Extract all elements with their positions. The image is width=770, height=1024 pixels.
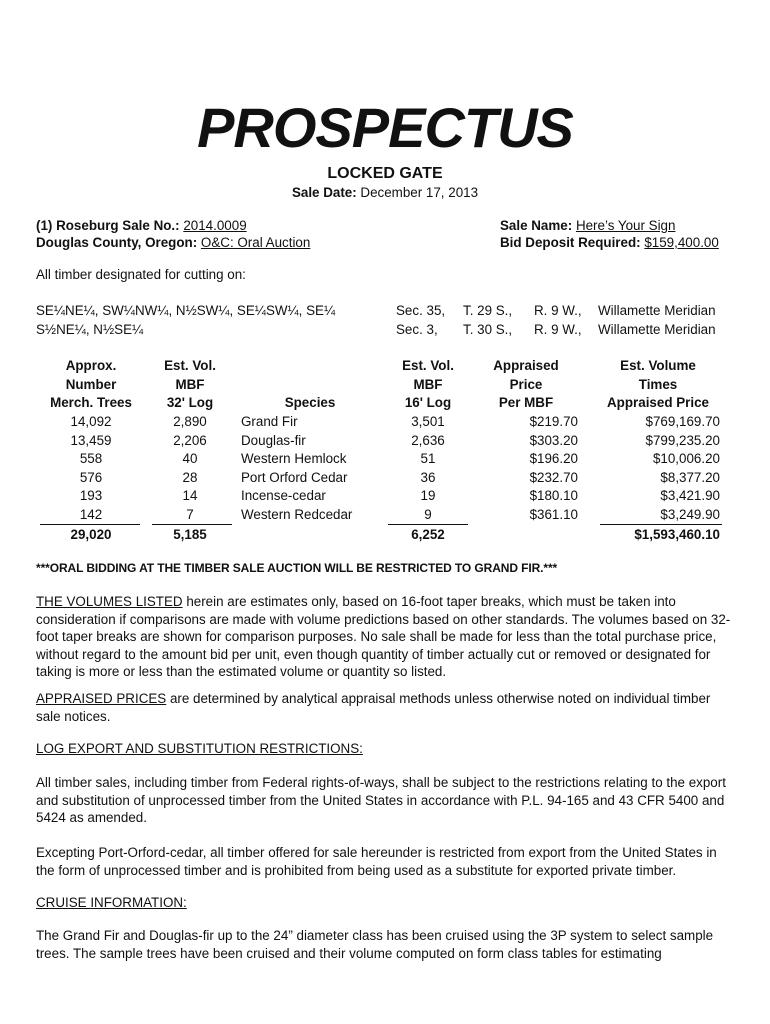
header-line: Appraised — [493, 358, 559, 373]
cell-price: $196.20 — [529, 451, 578, 466]
table-row — [0, 487, 770, 506]
cell-total: $8,377.20 — [660, 469, 720, 485]
prices-paragraph — [36, 690, 736, 725]
bid-deposit-line — [500, 235, 719, 252]
totals-rule-vol16 — [388, 524, 468, 525]
cell-species: Western Hemlock — [241, 451, 347, 466]
totals-row — [0, 526, 770, 545]
cell-species: Western Redcedar — [241, 506, 353, 522]
header-vol32 — [150, 357, 230, 413]
sale-name-value: Here’s Your Sign — [575, 218, 676, 233]
cell-total: $3,249.90 — [660, 506, 720, 522]
sale-number-value: 2014.0009 — [183, 218, 247, 233]
cell-trees: 14,092 — [70, 414, 112, 429]
log-export-paragraph-1: All timber sales, including timber from Federal rights-of-ways, shall be subject to the restrictions relating to the export and substitution of unprocessed timber from the United States in accordance with P.L. 94-165 and 43 CFR 5400 and 5424 as amended. — [36, 775, 726, 825]
header-line: Times — [638, 376, 678, 392]
cell-total: $3,421.90 — [660, 488, 720, 503]
sale-number-line — [36, 218, 247, 235]
cruise-paragraph: The Grand Fir and Douglas-fir up to the 24” diameter class has been cruised using the 3P system to select sample trees. The sample trees have been cruised and their volume computed on form class tables for estimating — [36, 928, 714, 961]
table-row — [0, 469, 770, 488]
designation-intro: All timber designated for cutting on: — [36, 267, 246, 282]
cell-vol32: 40 — [182, 451, 198, 466]
section: Sec. 35, — [396, 303, 446, 318]
cell-total: $799,235.20 — [645, 432, 720, 448]
total-value: $1,593,460.10 — [634, 527, 720, 542]
cell-species: Port Orford Cedar — [241, 469, 348, 485]
cell-species: Douglas-fir — [241, 432, 306, 448]
range: R. 9 W., — [534, 303, 582, 318]
table-row — [0, 506, 770, 525]
header-line: Per MBF — [498, 395, 554, 410]
header-line: Price — [509, 376, 543, 392]
township: T. 30 S., — [463, 322, 513, 337]
cell-price: $361.10 — [529, 506, 578, 522]
sale-date-label: Sale Date: — [291, 185, 357, 200]
sale-name-line — [500, 218, 675, 235]
county-value: O&C: Oral Auction — [200, 235, 311, 250]
header-species — [240, 357, 380, 413]
cell-vol32: 28 — [182, 469, 198, 485]
prices-text: are determined by analytical appraisal methods unless otherwise noted on individual timber sale notices. — [36, 691, 711, 724]
cell-price: $219.70 — [529, 414, 578, 429]
legal-description-row — [0, 321, 770, 340]
cell-vol16: 3,501 — [411, 414, 445, 429]
cell-price: $180.10 — [529, 488, 578, 503]
totals-rule-vol32 — [152, 524, 232, 525]
header-line: Merch. Trees — [50, 395, 132, 410]
volumes-paragraph — [36, 593, 736, 681]
bid-deposit-value: $159,400.00 — [644, 235, 719, 250]
header-price — [480, 357, 572, 413]
cell-price: $303.20 — [529, 432, 578, 448]
cell-vol32: 7 — [186, 506, 194, 522]
oral-bidding-notice: ***ORAL BIDDING AT THE TIMBER SALE AUCTION WILL BE RESTRICTED TO GRAND FIR.*** — [36, 561, 558, 575]
header-vol16 — [388, 357, 468, 413]
sale-date-value: December 17, 2013 — [360, 185, 479, 200]
log-export-heading: LOG EXPORT AND SUBSTITUTION RESTRICTIONS: — [36, 741, 363, 756]
cell-trees: 576 — [79, 469, 103, 485]
header-line — [240, 376, 380, 395]
header-line: Number — [65, 376, 117, 392]
header-line: Est. Vol. — [402, 358, 454, 373]
totals-rule-trees — [40, 524, 140, 525]
table-row — [0, 413, 770, 432]
header-trees — [36, 357, 146, 413]
table-row — [0, 432, 770, 451]
cell-vol16: 9 — [424, 506, 432, 522]
cell-trees: 558 — [79, 451, 103, 466]
total-vol16: 6,252 — [411, 527, 445, 542]
legal-description: SE¼NE¼, SW¼NW¼, N½SW¼, SE¼SW¼, SE¼ — [36, 303, 336, 318]
cell-species: Grand Fir — [241, 414, 298, 429]
header-line: MBF — [175, 376, 205, 392]
header-line — [240, 357, 380, 376]
county-label: Douglas County, Oregon: — [36, 235, 198, 250]
cell-species: Incense-cedar — [241, 488, 326, 503]
header-line: 16' Log — [404, 395, 452, 410]
sale-number-label: (1) Roseburg Sale No.: — [36, 218, 180, 233]
cell-total: $10,006.20 — [652, 451, 720, 466]
header-line: Est. Vol. — [164, 358, 216, 373]
cell-vol32: 2,890 — [173, 414, 207, 429]
total-vol32: 5,185 — [173, 527, 207, 542]
header-line: MBF — [413, 376, 443, 392]
prices-heading: APPRAISED PRICES — [36, 691, 167, 706]
cell-trees: 193 — [79, 488, 103, 503]
bid-deposit-label: Bid Deposit Required: — [500, 235, 641, 250]
header-line: Appraised Price — [607, 395, 709, 410]
total-trees: 29,020 — [70, 527, 112, 542]
range: R. 9 W., — [534, 322, 582, 337]
page-title: PROSPECTUS — [197, 96, 573, 159]
page-subtitle: LOCKED GATE — [327, 165, 443, 182]
cell-vol16: 51 — [420, 451, 436, 466]
township: T. 29 S., — [463, 303, 513, 318]
cell-vol16: 36 — [420, 469, 436, 485]
table-row — [0, 450, 770, 469]
header-line: Approx. — [65, 358, 117, 373]
cell-vol32: 2,206 — [173, 432, 207, 448]
cell-total: $769,169.70 — [645, 414, 720, 429]
county-line — [36, 235, 310, 252]
cell-price: $232.70 — [529, 469, 578, 485]
totals-rule-total — [600, 524, 722, 525]
sale-date-line — [0, 185, 770, 200]
volumes-text: herein are estimates only, based on 16-foot taper breaks, which must be taken into consideration if comparisons are made with volume predictions based on other standards. The volumes based on 32-foot taper breaks are shown for comparison purposes. No sale shall be made for less than the total purchase price, without regard to the amount bid per unit, even though quantity of timber actually cut or removed or designated for taking is more or less than the estimated volume or quantity so listed. — [36, 594, 731, 679]
section: Sec. 3, — [396, 322, 438, 337]
header-line: 32' Log — [166, 395, 214, 410]
header-total — [596, 357, 720, 413]
sale-name-label: Sale Name: — [500, 218, 573, 233]
meridian: Willamette Meridian — [598, 303, 716, 318]
cell-vol16: 19 — [420, 488, 436, 503]
legal-description-row — [0, 302, 770, 321]
cell-vol16: 2,636 — [411, 432, 445, 448]
legal-description: S½NE¼, N½SE¼ — [36, 322, 144, 337]
meridian: Willamette Meridian — [598, 322, 716, 337]
volumes-heading: THE VOLUMES LISTED — [36, 594, 183, 609]
header-line: Species — [284, 395, 336, 410]
cell-trees: 142 — [79, 506, 103, 522]
cell-vol32: 14 — [182, 488, 198, 503]
header-line: Est. Volume — [620, 358, 696, 373]
cell-trees: 13,459 — [70, 432, 112, 448]
cruise-heading: CRUISE INFORMATION: — [36, 895, 187, 910]
log-export-paragraph-2: Excepting Port-Orford-cedar, all timber offered for sale hereunder is restricted from export from the United States in the form of unprocessed timber and is prohibited from being used as a substitute for exported private timber. — [36, 845, 717, 878]
